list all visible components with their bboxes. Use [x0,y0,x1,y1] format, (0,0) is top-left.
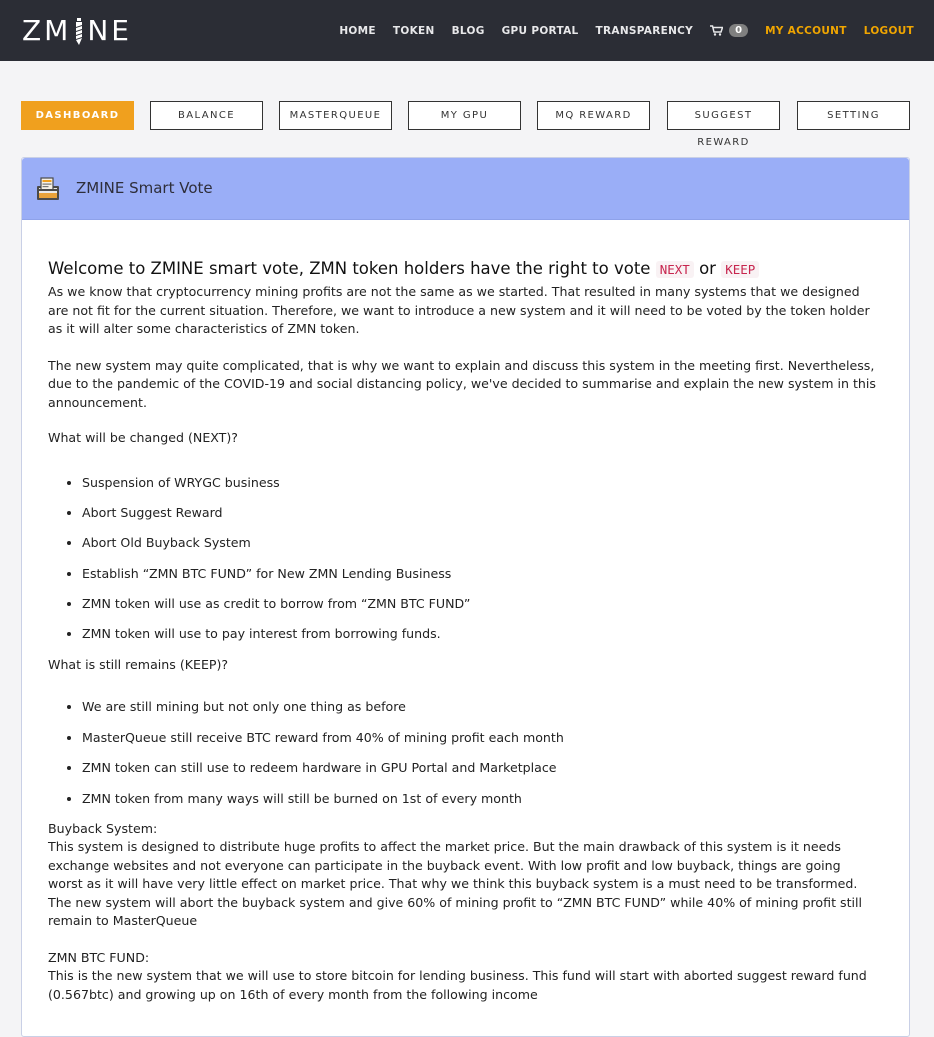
next-list [82,474,878,644]
meeting-paragraph: The new system may quite complicated, that is why we want to explain and discuss this system in the meeting first. Nevertheless, due to the pandemic of the COVID-19 and social distancing policy, we've decided to summarise and explain the new system in this announcement. [48,357,876,410]
intro-paragraph: As we know that cryptocurrency mining profits are not the same as we started. That resulted in many systems that we designed are not fit for the current situation. Therefore, we want to introduce a new system and it will need to be voted by the token holder as it will alter some characteristics of ZMN token. [48,284,870,336]
tab-suggest-reward[interactable]: SUGGEST REWARD [667,101,780,130]
list-item: • We are still mining but not only one thing as before [82,698,878,716]
tab-balance[interactable]: BALANCE [150,101,263,130]
nav-home[interactable]: HOME [339,24,376,37]
zmine-logo[interactable] [22,14,132,48]
panel-title: ZMINE Smart Vote [76,179,213,197]
list-item: • ZMN token from many ways will still be burned on 1st of every month [82,790,878,808]
tab-mq-reward[interactable]: MQ REWARD [537,101,650,130]
list-item: • Suspension of WRYGC business [82,474,878,492]
keep-list [82,698,878,807]
nav-token[interactable]: TOKEN [392,24,435,37]
cart-button[interactable] [710,24,748,37]
cart-count-badge: 0 [729,24,748,37]
list-item: • Abort Suggest Reward [82,504,878,522]
logo-text-right: NE [87,14,132,47]
welcome-text: Welcome to ZMINE smart vote, ZMN token holders have the right to vote [48,259,651,278]
main-nav [322,0,914,61]
list-item: • ZMN token will use to pay interest from borrowing funds. [82,625,878,643]
or-text: or [699,259,716,278]
panel-header [22,158,909,220]
buyback-paragraph: This system is designed to distribute huge profits to affect the market price. But the main drawback of this system is it needs exchange websites and not everyone can participate in the buyback event. With low profit and low buyback, things are going worst as it will have very little effect on market price. That why we think this buyback system is a must need to be transformed. The new system will abort the buyback system and give 60% of mining profit to “ZMN BTC FUND” while 40% of mining profit still remain to MasterQueue [48,839,863,929]
tab-my-gpu[interactable]: MY GPU [408,101,521,130]
logo-text-left: ZM [22,14,72,47]
keep-code-label: KEEP [721,261,759,278]
list-item: • MasterQueue still receive BTC reward from 40% of mining profit each month [82,729,878,747]
logo-drill-icon [72,16,86,46]
list-item: • Abort Old Buyback System [82,534,878,552]
fund-heading: ZMN BTC FUND: [48,949,150,965]
tab-setting[interactable]: SETTING [797,101,910,130]
keep-heading: What is still remains (KEEP)? [48,656,229,672]
dashboard-tabs [21,101,910,148]
next-heading: What will be changed (NEXT)? [48,430,238,445]
nav-my-account[interactable]: MY ACCOUNT [765,24,847,37]
buyback-heading: Buyback System: [48,820,158,836]
next-code-label: NEXT [656,261,694,278]
nav-blog[interactable]: BLOG [451,24,485,37]
nav-gpu-portal[interactable]: GPU PORTAL [501,24,579,37]
top-navbar [0,0,934,61]
smart-vote-panel [21,157,910,1037]
fund-paragraph: This is the new system that we will use to store bitcoin for lending business. This fund will start with aborted suggest reward fund (0.567btc) and growing up on 16th of every month from the following income [48,968,867,1002]
list-item: • ZMN token will use as credit to borrow from “ZMN BTC FUND” [82,595,878,613]
tab-masterqueue[interactable]: MASTERQUEUE [279,101,392,130]
nav-transparency[interactable]: TRANSPARENCY [595,24,694,37]
cart-icon [710,25,723,36]
nav-logout[interactable]: LOGOUT [863,24,914,37]
vote-content [48,258,878,1004]
list-item: • ZMN token can still use to redeem hardware in GPU Portal and Marketplace [82,759,878,777]
ballot-box-icon [35,176,61,207]
welcome-heading [48,258,878,281]
list-item: • Establish “ZMN BTC FUND” for New ZMN Lending Business [82,565,878,583]
tab-dashboard[interactable]: DASHBOARD [21,101,134,130]
